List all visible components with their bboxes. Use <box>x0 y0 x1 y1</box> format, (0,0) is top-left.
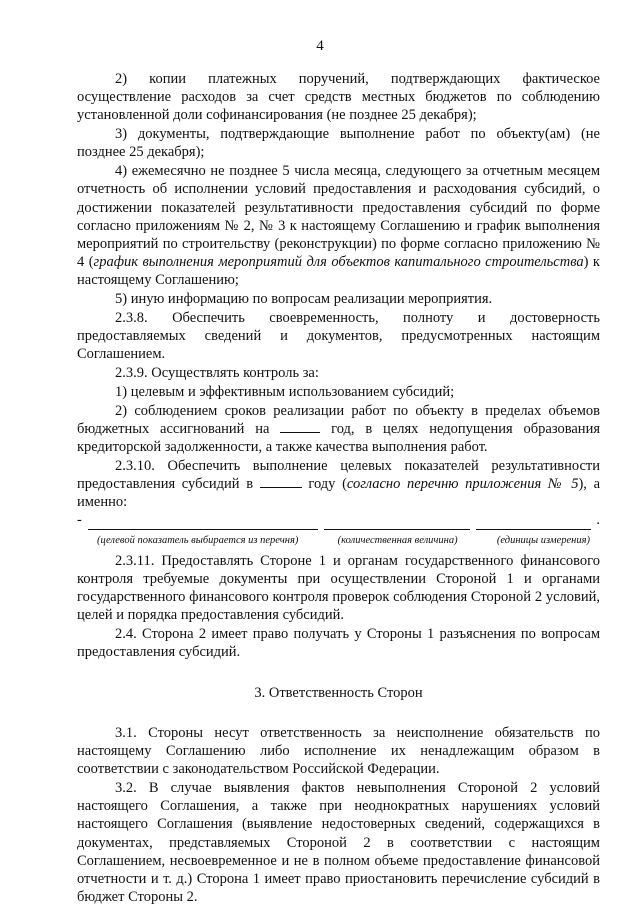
paragraph-2-3-10: 2.3.10. Обеспечить выполнение целевых показателей результативности предоставления субсидий в году (согласно перечню приложения № 5), а именно: <box>77 458 601 511</box>
paragraph-2-3-11: 2.3.11. Предоставлять Стороне 1 и органам государственного финансового контроля требуемые документы при осуществлении Стороной 1 и органами государственного финансового контроля проверок соблюдения Стороной 2 условий, целей и порядка предоставления субсидий. <box>77 552 600 624</box>
page-number: 4 <box>316 38 324 54</box>
paragraph-3-1: 3.1. Стороны несут ответственность за неисполнение обязательств по настоящему Соглашению либо исполнение их ненадлежащим образом в соответствии с законодательством Российской Федерации. <box>77 724 600 778</box>
year-blank <box>280 421 320 433</box>
paragraph-control-1: 1) целевым и эффективным использованием субсидий; <box>115 384 455 401</box>
caption-indicator: (целевой показатель выбирается из перечня) <box>97 534 299 546</box>
section-title: 3. Ответственность Сторон <box>254 684 423 701</box>
paragraph-payment-orders: 2) копии платежных поручений, подтверждающих фактическое осуществление расходов за счет средств местных бюджетов по соблюдению установленной доли софинансирования (не позднее 25 декабря); <box>77 71 600 124</box>
indicator-blank <box>88 519 318 530</box>
fill-line-captions <box>77 532 600 550</box>
value-blank <box>324 519 469 530</box>
year-blank <box>260 476 302 488</box>
indicator-fill-line: - . <box>77 512 600 529</box>
paragraph-control-2: 2) соблюдением сроков реализации работ по объекту в пределах объемов бюджетных ассигнований на год, в целях недопущения образования кредиторской задолженности, а также качества выполнения работ. <box>77 402 600 456</box>
paragraph-2-3-9: 2.3.9. Осуществлять контроль за: <box>115 365 319 382</box>
paragraph-monthly-report: 4) ежемесячно не позднее 5 числа месяца, следующего за отчетным месяцем отчетность об исполнении условий предоставления и расходования субсидий, о достижении показателей результативности предоставления субсидий по форме согласно приложениям № 2, № 3 к настоящему Соглашению и график выполнения мероприятий по строительству (реконструкции) по форме согласно приложению № 4 (график выполнения мероприятий для объектов капитального строительства) к настоящему Соглашению; <box>77 163 600 289</box>
paragraph-3-2: 3.2. В случае выявления фактов невыполнения Стороной 2 условий настоящего Соглашения, а также при неоднократных нарушениях условий настоящего Соглашения (выявление недостоверных сведений, содержащихся в документах, представляемых Стороной 2 в соответствии с настоящим Соглашением, несвоевременное и не в полном объеме предоставление финансовой отчетности и т. д.) Сторона 1 имеет право приостановить перечисление субсидий в бюджет Стороны 2. <box>77 780 600 906</box>
paragraph-2-3-8: 2.3.8. Обеспечить своевременность, полноту и достоверность предоставляемых сведений и документов, предусмотренных настоящим Соглашением. <box>77 310 600 363</box>
paragraph-other-info: 5) иную информацию по вопросам реализации мероприятия. <box>115 291 493 308</box>
paragraph-2-4: 2.4. Сторона 2 имеет право получать у Стороны 1 разъяснения по вопросам предоставления субсидий. <box>77 626 600 661</box>
document-body <box>77 70 600 906</box>
unit-blank <box>476 519 591 530</box>
caption-value: (количественная величина) <box>337 534 458 546</box>
paragraph-work-documents: 3) документы, подтверждающие выполнение работ по объекту(ам) (не позднее 25 декабря); <box>77 126 600 161</box>
caption-unit: (единицы измерения) <box>496 534 590 546</box>
